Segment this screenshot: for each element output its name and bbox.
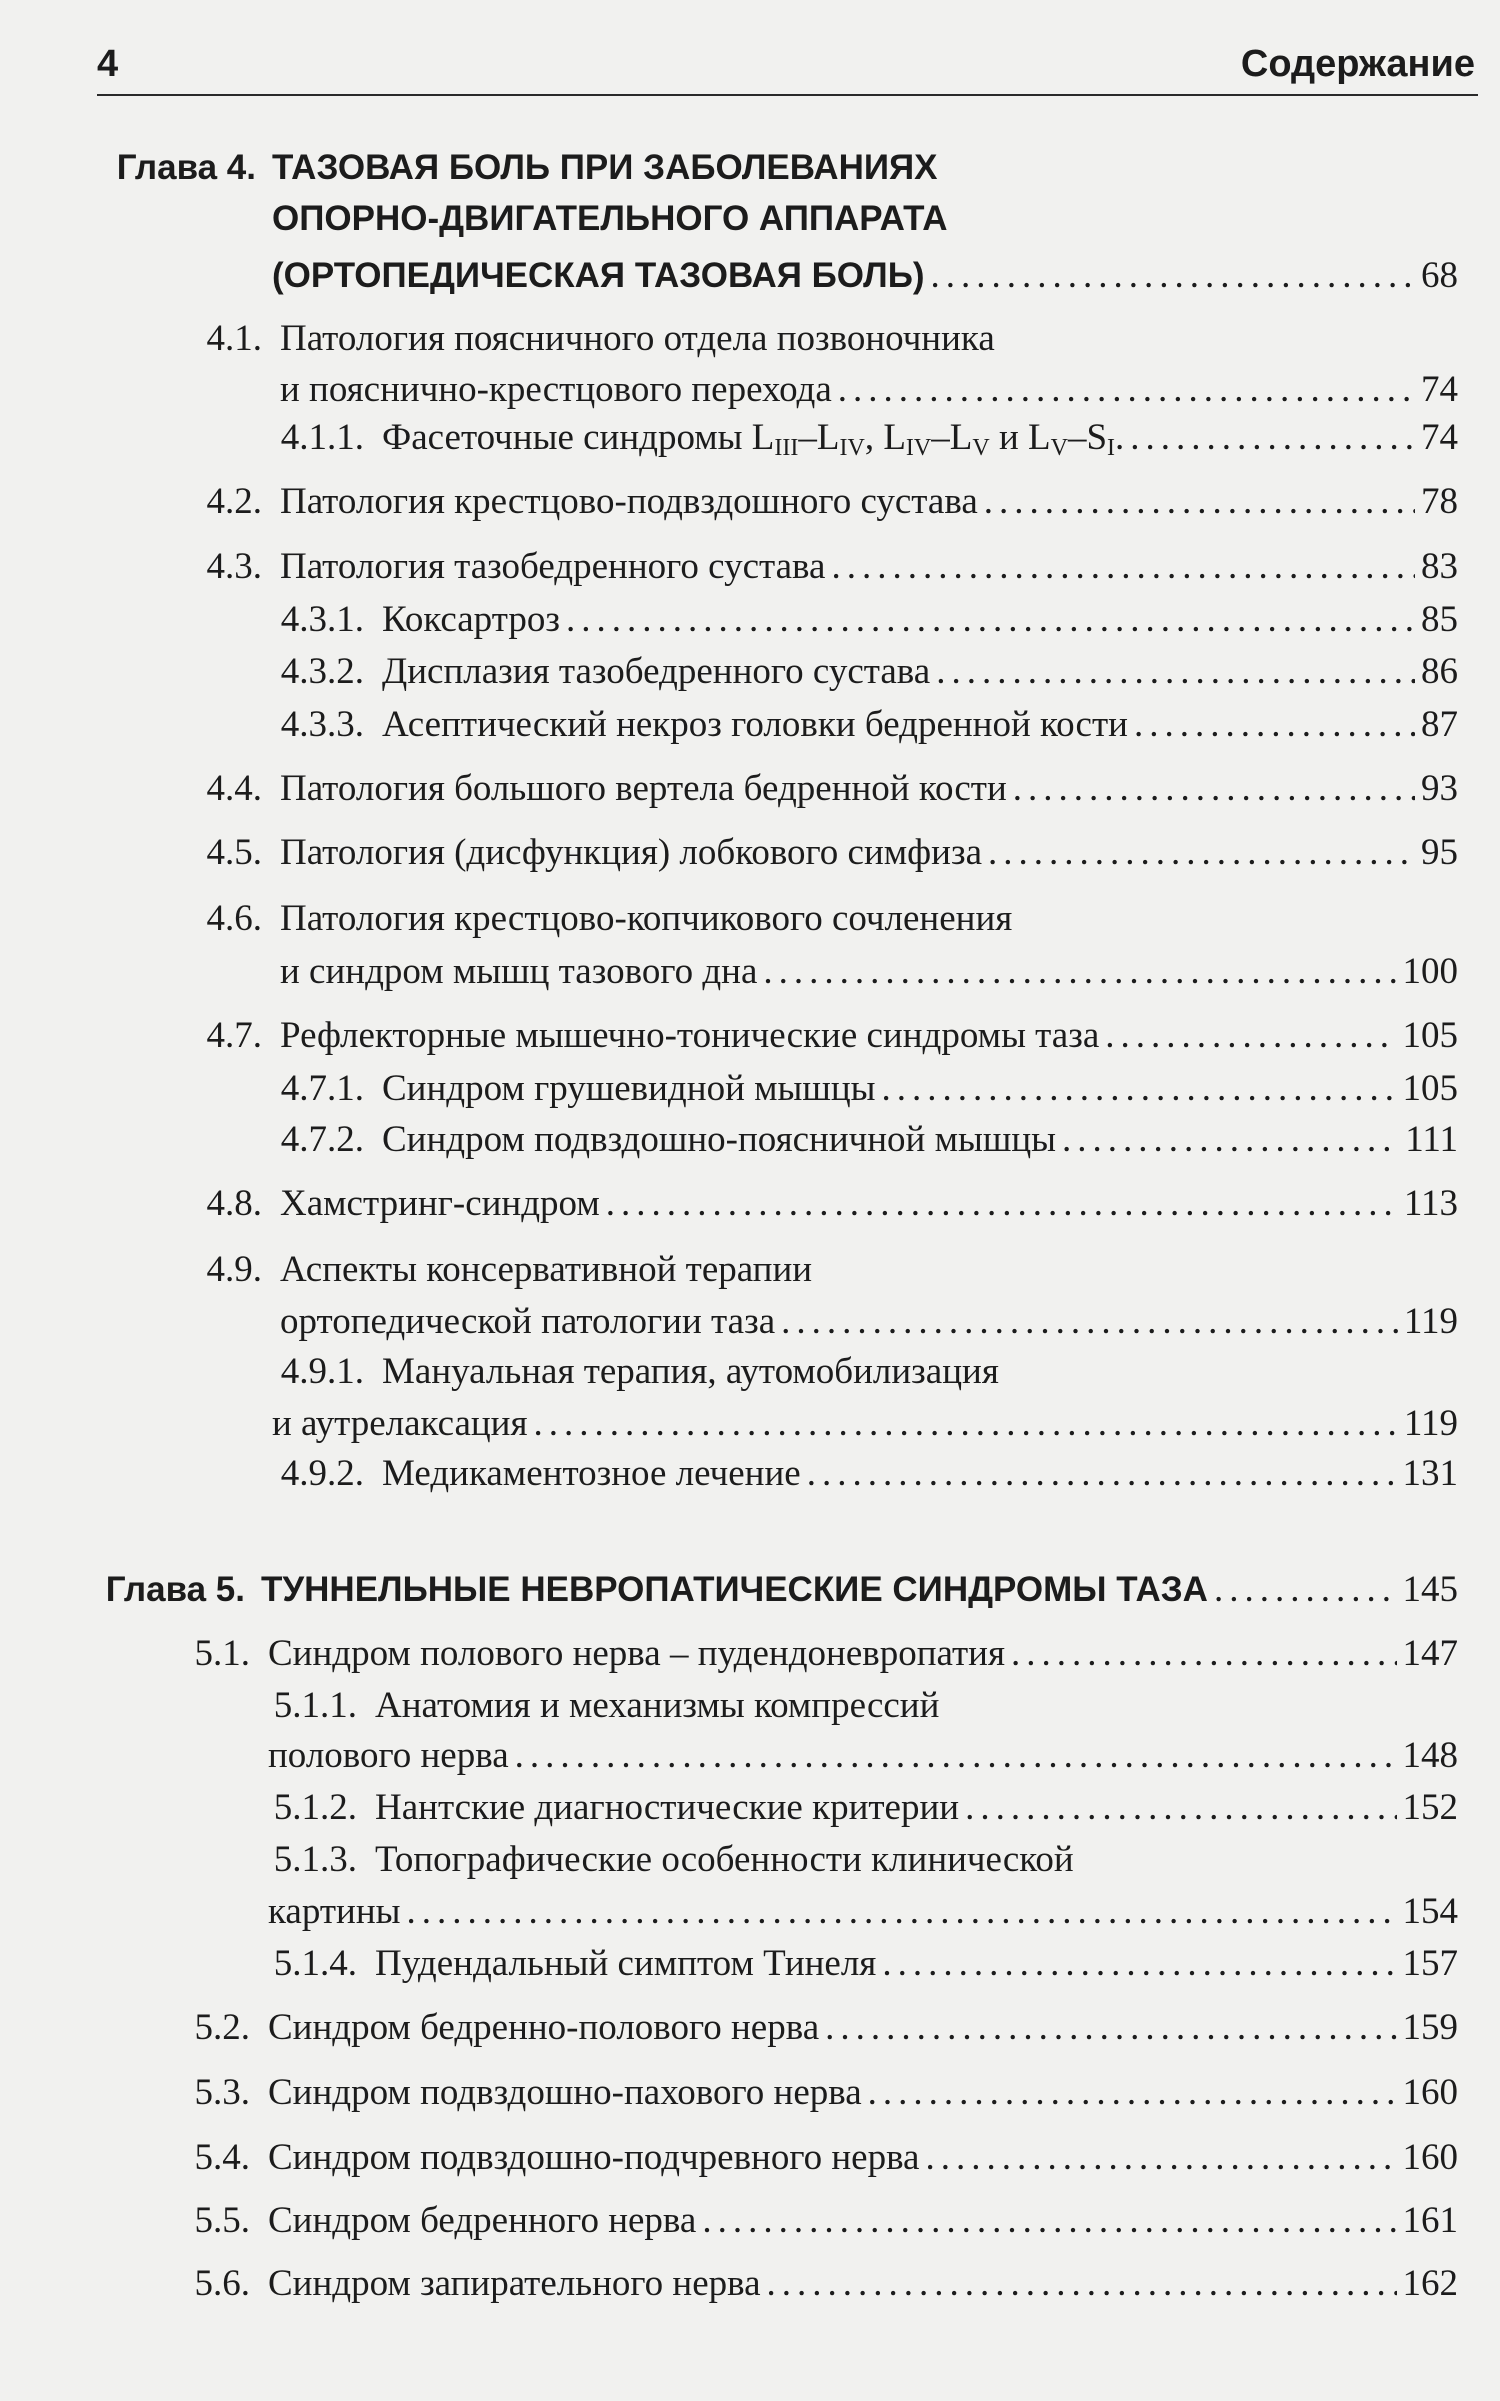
toc-entry-5-3: 5.3. Синдром подвздошно-пахового нерва ..... 160 bbox=[268, 2065, 1458, 2121]
toc-entry-5-1-1: 5.1.1. Анатомия и механизмы компрессий bbox=[273, 1685, 940, 1726]
toc-entry-4-9-2: 4.9.2. Медикаментозное лечение ..... 131 bbox=[382, 1446, 1458, 1502]
toc-entry-5-1-4: 5.1.4. Пудендальный симптом Тинеля ..... 157 bbox=[375, 1936, 1458, 1992]
toc-entry-4-1-1: 4.1.1. Фасеточные синдромы $L_{III}-L_{IV}$, $L_{IV}-L_V$ и $L_V-S_I$. ..... 74 bbox=[382, 410, 1458, 466]
chapter-4-title-line2: ОПОРНО-ДВИГАТЕЛЬНОГО АППАРАТА bbox=[272, 199, 948, 238]
toc-entry-5-1-3: 5.1.3. Топографические особенности клинической bbox=[273, 1839, 1074, 1880]
toc-entry-4-3-3: 4.3.3. Асептический некроз головки бедренной кости ..... 87 bbox=[382, 697, 1458, 753]
toc-entry-4-4: 4.4. Патология большого вертела бедренной кости ..... 93 bbox=[280, 761, 1458, 817]
toc-entry-5-1: 5.1. Синдром полового нерва – пудендоневропатия ..... 147 bbox=[268, 1626, 1458, 1682]
toc-entry-4-9-1-cont: и аутрелаксация ..... 119 bbox=[272, 1396, 1458, 1452]
toc-entry-5-4: 5.4. Синдром подвздошно-подчревного нерва ..... 160 bbox=[268, 2130, 1458, 2186]
toc-entry-5-1-2: 5.1.2. Нантские диагностические критерии ..... 152 bbox=[375, 1780, 1458, 1836]
chapter-5-label: Глава 5. bbox=[105, 1570, 245, 1609]
header-rule bbox=[97, 94, 1478, 96]
toc-entry-4-7: 4.7. Рефлекторные мышечно-тонические синдромы таза ..... 105 bbox=[280, 1008, 1458, 1064]
toc-entry-4-9-1: 4.9.1. Мануальная терапия, аутомобилизация bbox=[280, 1351, 999, 1392]
toc-entry-4-6-cont: и синдром мышц тазового дна ..... 100 bbox=[280, 944, 1458, 1000]
toc-entry-4-3: 4.3. Патология тазобедренного сустава ..... 83 bbox=[280, 539, 1458, 595]
page-number: 4 bbox=[97, 43, 119, 85]
toc-entry-4-9: 4.9. Аспекты консервативной терапии bbox=[206, 1249, 813, 1290]
toc-entry-4-6: 4.6. Патология крестцово-копчикового сочленения bbox=[206, 898, 1013, 939]
chapter-4-label: Глава 4. bbox=[116, 148, 256, 187]
toc-entry-5-6: 5.6. Синдром запирательного нерва ..... 162 bbox=[268, 2256, 1458, 2312]
chapter-4-page: 68 bbox=[1421, 255, 1458, 296]
toc-entry-4-3-1: 4.3.1. Коксартроз ..... 85 bbox=[382, 592, 1458, 648]
toc-entry-4-3-2: 4.3.2. Дисплазия тазобедренного сустава ..... 86 bbox=[382, 644, 1458, 700]
toc-entry-4-1-cont: и пояснично-крестцового перехода ..... 74 bbox=[280, 362, 1458, 418]
toc-entry-5-2: 5.2. Синдром бедренно-полового нерва ..... 159 bbox=[268, 2000, 1458, 2056]
chapter-4-title-line1: Глава 4. ТАЗОВАЯ БОЛЬ ПРИ ЗАБОЛЕВАНИЯХ bbox=[272, 140, 938, 196]
toc-entry-5-1-3-cont: картины ..... 154 bbox=[268, 1884, 1458, 1940]
chapter-5-page: 145 bbox=[1402, 1569, 1458, 1610]
toc-entry-4-7-2: 4.7.2. Синдром подвздошно-поясничной мышцы ..... 111 bbox=[382, 1112, 1458, 1168]
toc-entry-5-1-1-cont: полового нерва ..... 148 bbox=[268, 1728, 1458, 1784]
running-title: Содержание bbox=[1240, 43, 1475, 85]
chapter-4-title-line3: (ОРТОПЕДИЧЕСКАЯ ТАЗОВАЯ БОЛЬ) ..... 68 bbox=[272, 248, 1458, 304]
toc-entry-4-8: 4.8. Хамстринг-синдром ..... 113 bbox=[280, 1176, 1458, 1232]
toc-entry-5-5: 5.5. Синдром бедренного нерва ..... 161 bbox=[268, 2193, 1458, 2249]
toc-entry-4-2: 4.2. Патология крестцово-подвздошного сустава ..... 78 bbox=[280, 474, 1458, 530]
toc-entry-4-1: 4.1. Патология поясничного отдела позвоночника bbox=[206, 318, 995, 359]
toc-entry-4-7-1: 4.7.1. Синдром грушевидной мышцы ..... 105 bbox=[382, 1061, 1458, 1117]
dot-leader bbox=[931, 248, 1415, 304]
toc-entry-4-9-cont: ортопедической патологии таза ..... 119 bbox=[280, 1294, 1458, 1350]
chapter-5-title: Глава 5. ТУННЕЛЬНЫЕ НЕВРОПАТИЧЕСКИЕ СИНДРОМЫ ТАЗА ..... 145 bbox=[261, 1562, 1458, 1618]
toc-entry-4-5: 4.5. Патология (дисфункция) лобкового симфиза ..... 95 bbox=[280, 825, 1458, 881]
